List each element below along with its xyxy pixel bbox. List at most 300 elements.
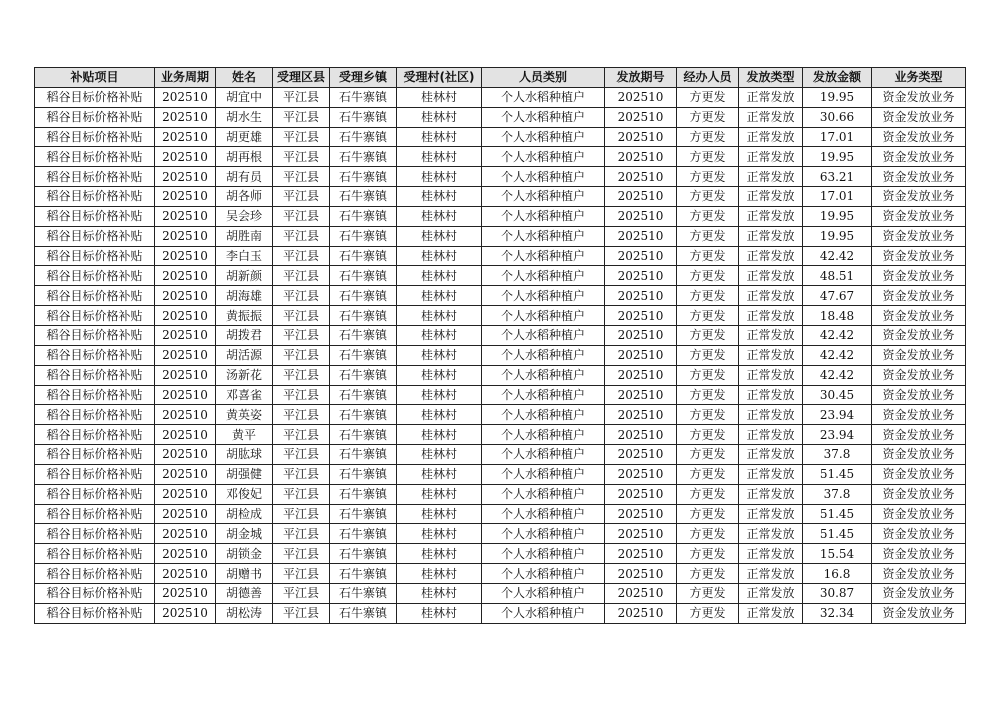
cell-subsidy-item: 稻谷目标价格补贴	[35, 226, 155, 246]
cell-district: 平江县	[273, 107, 330, 127]
cell-issue-period: 202510	[605, 564, 677, 584]
cell-handler: 方更发	[677, 266, 739, 286]
cell-business-type: 资金发放业务	[872, 345, 966, 365]
cell-village: 桂林村	[397, 564, 482, 584]
cell-name: 胡强健	[216, 464, 273, 484]
header-business-period: 业务周期	[155, 68, 216, 88]
cell-name: 胡再根	[216, 147, 273, 167]
cell-issue-type: 正常发放	[739, 405, 803, 425]
cell-subsidy-item: 稻谷目标价格补贴	[35, 544, 155, 564]
cell-subsidy-item: 稻谷目标价格补贴	[35, 405, 155, 425]
cell-issue-type: 正常发放	[739, 286, 803, 306]
cell-business-type: 资金发放业务	[872, 325, 966, 345]
header-person-category: 人员类别	[482, 68, 605, 88]
cell-issue-type: 正常发放	[739, 564, 803, 584]
cell-person-category: 个人水稻种植户	[482, 206, 605, 226]
cell-business-type: 资金发放业务	[872, 286, 966, 306]
cell-business-type: 资金发放业务	[872, 107, 966, 127]
header-district: 受理区县	[273, 68, 330, 88]
cell-township: 石牛寨镇	[330, 167, 397, 187]
cell-name: 吴会珍	[216, 206, 273, 226]
cell-business-period: 202510	[155, 147, 216, 167]
cell-township: 石牛寨镇	[330, 107, 397, 127]
cell-subsidy-item: 稻谷目标价格补贴	[35, 365, 155, 385]
cell-amount: 42.42	[803, 325, 872, 345]
cell-handler: 方更发	[677, 107, 739, 127]
cell-business-type: 资金发放业务	[872, 564, 966, 584]
cell-township: 石牛寨镇	[330, 564, 397, 584]
cell-district: 平江县	[273, 167, 330, 187]
cell-issue-period: 202510	[605, 345, 677, 365]
table-row	[35, 445, 966, 465]
cell-issue-type: 正常发放	[739, 246, 803, 266]
cell-issue-period: 202510	[605, 484, 677, 504]
cell-issue-period: 202510	[605, 206, 677, 226]
cell-district: 平江县	[273, 524, 330, 544]
cell-business-period: 202510	[155, 365, 216, 385]
cell-amount: 17.01	[803, 187, 872, 207]
table-row	[35, 484, 966, 504]
table-row	[35, 127, 966, 147]
cell-amount: 37.8	[803, 484, 872, 504]
cell-business-type: 资金发放业务	[872, 603, 966, 623]
header-handler: 经办人员	[677, 68, 739, 88]
table-row	[35, 524, 966, 544]
header-subsidy-item: 补贴项目	[35, 68, 155, 88]
cell-village: 桂林村	[397, 127, 482, 147]
cell-person-category: 个人水稻种植户	[482, 306, 605, 326]
cell-amount: 51.45	[803, 524, 872, 544]
cell-handler: 方更发	[677, 405, 739, 425]
cell-name: 黄振振	[216, 306, 273, 326]
cell-name: 胡宜中	[216, 87, 273, 107]
cell-township: 石牛寨镇	[330, 484, 397, 504]
cell-village: 桂林村	[397, 246, 482, 266]
cell-subsidy-item: 稻谷目标价格补贴	[35, 524, 155, 544]
cell-issue-type: 正常发放	[739, 266, 803, 286]
cell-person-category: 个人水稻种植户	[482, 484, 605, 504]
cell-district: 平江县	[273, 484, 330, 504]
cell-business-period: 202510	[155, 564, 216, 584]
cell-issue-type: 正常发放	[739, 385, 803, 405]
cell-amount: 19.95	[803, 206, 872, 226]
table-row	[35, 405, 966, 425]
cell-name: 汤新花	[216, 365, 273, 385]
cell-person-category: 个人水稻种植户	[482, 544, 605, 564]
cell-issue-type: 正常发放	[739, 445, 803, 465]
cell-issue-period: 202510	[605, 187, 677, 207]
cell-issue-type: 正常发放	[739, 127, 803, 147]
cell-business-period: 202510	[155, 206, 216, 226]
cell-amount: 19.95	[803, 147, 872, 167]
table-row	[35, 583, 966, 603]
cell-township: 石牛寨镇	[330, 187, 397, 207]
cell-business-type: 资金发放业务	[872, 167, 966, 187]
cell-handler: 方更发	[677, 286, 739, 306]
cell-person-category: 个人水稻种植户	[482, 504, 605, 524]
cell-issue-period: 202510	[605, 325, 677, 345]
cell-issue-type: 正常发放	[739, 167, 803, 187]
cell-subsidy-item: 稻谷目标价格补贴	[35, 504, 155, 524]
cell-township: 石牛寨镇	[330, 325, 397, 345]
cell-township: 石牛寨镇	[330, 226, 397, 246]
table-row	[35, 187, 966, 207]
cell-amount: 19.95	[803, 87, 872, 107]
cell-subsidy-item: 稻谷目标价格补贴	[35, 564, 155, 584]
cell-issue-period: 202510	[605, 385, 677, 405]
cell-handler: 方更发	[677, 167, 739, 187]
cell-person-category: 个人水稻种植户	[482, 87, 605, 107]
cell-business-type: 资金发放业务	[872, 187, 966, 207]
header-business-type: 业务类型	[872, 68, 966, 88]
cell-subsidy-item: 稻谷目标价格补贴	[35, 107, 155, 127]
cell-issue-period: 202510	[605, 226, 677, 246]
cell-township: 石牛寨镇	[330, 345, 397, 365]
cell-township: 石牛寨镇	[330, 405, 397, 425]
table-row	[35, 325, 966, 345]
cell-village: 桂林村	[397, 87, 482, 107]
cell-name: 胡活源	[216, 345, 273, 365]
cell-issue-type: 正常发放	[739, 504, 803, 524]
cell-district: 平江县	[273, 405, 330, 425]
cell-business-type: 资金发放业务	[872, 405, 966, 425]
cell-district: 平江县	[273, 266, 330, 286]
cell-business-type: 资金发放业务	[872, 544, 966, 564]
cell-business-type: 资金发放业务	[872, 464, 966, 484]
cell-issue-type: 正常发放	[739, 544, 803, 564]
header-village: 受理村(社区)	[397, 68, 482, 88]
table-body	[35, 87, 966, 623]
table-row	[35, 226, 966, 246]
cell-village: 桂林村	[397, 524, 482, 544]
cell-business-period: 202510	[155, 544, 216, 564]
cell-amount: 42.42	[803, 365, 872, 385]
cell-amount: 48.51	[803, 266, 872, 286]
header-issue-period: 发放期号	[605, 68, 677, 88]
cell-business-type: 资金发放业务	[872, 524, 966, 544]
cell-township: 石牛寨镇	[330, 266, 397, 286]
cell-person-category: 个人水稻种植户	[482, 107, 605, 127]
cell-name: 胡锁金	[216, 544, 273, 564]
cell-issue-period: 202510	[605, 544, 677, 564]
cell-issue-type: 正常发放	[739, 87, 803, 107]
cell-business-period: 202510	[155, 266, 216, 286]
cell-district: 平江县	[273, 425, 330, 445]
cell-issue-period: 202510	[605, 286, 677, 306]
cell-business-period: 202510	[155, 603, 216, 623]
cell-handler: 方更发	[677, 544, 739, 564]
cell-person-category: 个人水稻种植户	[482, 147, 605, 167]
cell-amount: 17.01	[803, 127, 872, 147]
cell-village: 桂林村	[397, 405, 482, 425]
cell-subsidy-item: 稻谷目标价格补贴	[35, 167, 155, 187]
cell-person-category: 个人水稻种植户	[482, 127, 605, 147]
cell-handler: 方更发	[677, 246, 739, 266]
cell-business-period: 202510	[155, 167, 216, 187]
cell-person-category: 个人水稻种植户	[482, 564, 605, 584]
cell-person-category: 个人水稻种植户	[482, 345, 605, 365]
cell-amount: 51.45	[803, 464, 872, 484]
cell-amount: 30.87	[803, 583, 872, 603]
cell-village: 桂林村	[397, 147, 482, 167]
cell-person-category: 个人水稻种植户	[482, 445, 605, 465]
cell-person-category: 个人水稻种植户	[482, 266, 605, 286]
cell-subsidy-item: 稻谷目标价格补贴	[35, 286, 155, 306]
cell-person-category: 个人水稻种植户	[482, 365, 605, 385]
cell-person-category: 个人水稻种植户	[482, 603, 605, 623]
cell-subsidy-item: 稻谷目标价格补贴	[35, 87, 155, 107]
cell-township: 石牛寨镇	[330, 544, 397, 564]
cell-issue-type: 正常发放	[739, 147, 803, 167]
cell-village: 桂林村	[397, 325, 482, 345]
cell-business-period: 202510	[155, 345, 216, 365]
cell-business-period: 202510	[155, 504, 216, 524]
cell-person-category: 个人水稻种植户	[482, 524, 605, 544]
cell-district: 平江县	[273, 246, 330, 266]
cell-handler: 方更发	[677, 603, 739, 623]
cell-village: 桂林村	[397, 504, 482, 524]
cell-district: 平江县	[273, 87, 330, 107]
cell-issue-type: 正常发放	[739, 484, 803, 504]
cell-village: 桂林村	[397, 187, 482, 207]
cell-name: 胡有员	[216, 167, 273, 187]
cell-business-period: 202510	[155, 464, 216, 484]
cell-name: 胡各师	[216, 187, 273, 207]
cell-township: 石牛寨镇	[330, 206, 397, 226]
cell-handler: 方更发	[677, 226, 739, 246]
cell-issue-period: 202510	[605, 464, 677, 484]
cell-issue-type: 正常发放	[739, 107, 803, 127]
cell-handler: 方更发	[677, 445, 739, 465]
cell-business-type: 资金发放业务	[872, 583, 966, 603]
cell-person-category: 个人水稻种植户	[482, 425, 605, 445]
cell-amount: 16.8	[803, 564, 872, 584]
cell-subsidy-item: 稻谷目标价格补贴	[35, 385, 155, 405]
cell-subsidy-item: 稻谷目标价格补贴	[35, 127, 155, 147]
cell-issue-period: 202510	[605, 167, 677, 187]
cell-district: 平江县	[273, 504, 330, 524]
cell-district: 平江县	[273, 385, 330, 405]
cell-subsidy-item: 稻谷目标价格补贴	[35, 425, 155, 445]
cell-issue-period: 202510	[605, 127, 677, 147]
cell-amount: 30.66	[803, 107, 872, 127]
cell-district: 平江县	[273, 365, 330, 385]
cell-person-category: 个人水稻种植户	[482, 187, 605, 207]
cell-issue-type: 正常发放	[739, 226, 803, 246]
cell-name: 胡检成	[216, 504, 273, 524]
cell-issue-period: 202510	[605, 87, 677, 107]
table-row	[35, 504, 966, 524]
cell-name: 胡新颜	[216, 266, 273, 286]
cell-name: 邓俊妃	[216, 484, 273, 504]
cell-name: 胡肱球	[216, 445, 273, 465]
cell-issue-period: 202510	[605, 603, 677, 623]
cell-village: 桂林村	[397, 445, 482, 465]
header-township: 受理乡镇	[330, 68, 397, 88]
cell-issue-period: 202510	[605, 107, 677, 127]
cell-issue-period: 202510	[605, 583, 677, 603]
cell-business-type: 资金发放业务	[872, 484, 966, 504]
cell-business-type: 资金发放业务	[872, 365, 966, 385]
cell-name: 胡胜南	[216, 226, 273, 246]
cell-issue-type: 正常发放	[739, 425, 803, 445]
cell-amount: 19.95	[803, 226, 872, 246]
cell-business-type: 资金发放业务	[872, 127, 966, 147]
cell-village: 桂林村	[397, 484, 482, 504]
cell-business-type: 资金发放业务	[872, 246, 966, 266]
cell-business-type: 资金发放业务	[872, 306, 966, 326]
cell-handler: 方更发	[677, 345, 739, 365]
cell-district: 平江县	[273, 345, 330, 365]
cell-handler: 方更发	[677, 187, 739, 207]
cell-issue-period: 202510	[605, 306, 677, 326]
table-row	[35, 385, 966, 405]
cell-amount: 30.45	[803, 385, 872, 405]
table-row	[35, 345, 966, 365]
subsidy-table	[34, 67, 966, 624]
cell-business-period: 202510	[155, 107, 216, 127]
cell-district: 平江县	[273, 206, 330, 226]
cell-name: 李白玉	[216, 246, 273, 266]
cell-village: 桂林村	[397, 226, 482, 246]
cell-business-period: 202510	[155, 583, 216, 603]
table-row	[35, 87, 966, 107]
cell-handler: 方更发	[677, 147, 739, 167]
cell-business-period: 202510	[155, 425, 216, 445]
cell-name: 胡海雄	[216, 286, 273, 306]
cell-township: 石牛寨镇	[330, 603, 397, 623]
cell-issue-period: 202510	[605, 504, 677, 524]
cell-business-period: 202510	[155, 445, 216, 465]
cell-subsidy-item: 稻谷目标价格补贴	[35, 246, 155, 266]
table-row	[35, 147, 966, 167]
cell-issue-type: 正常发放	[739, 206, 803, 226]
table-row	[35, 544, 966, 564]
cell-township: 石牛寨镇	[330, 246, 397, 266]
cell-name: 胡松涛	[216, 603, 273, 623]
cell-subsidy-item: 稻谷目标价格补贴	[35, 206, 155, 226]
cell-village: 桂林村	[397, 306, 482, 326]
cell-township: 石牛寨镇	[330, 504, 397, 524]
cell-person-category: 个人水稻种植户	[482, 405, 605, 425]
cell-person-category: 个人水稻种植户	[482, 325, 605, 345]
cell-district: 平江县	[273, 445, 330, 465]
cell-district: 平江县	[273, 603, 330, 623]
cell-business-period: 202510	[155, 484, 216, 504]
cell-issue-type: 正常发放	[739, 306, 803, 326]
cell-business-period: 202510	[155, 246, 216, 266]
cell-business-type: 资金发放业务	[872, 425, 966, 445]
cell-township: 石牛寨镇	[330, 524, 397, 544]
table-row	[35, 206, 966, 226]
cell-township: 石牛寨镇	[330, 445, 397, 465]
cell-village: 桂林村	[397, 365, 482, 385]
cell-district: 平江县	[273, 226, 330, 246]
cell-district: 平江县	[273, 464, 330, 484]
header-issue-type: 发放类型	[739, 68, 803, 88]
cell-business-period: 202510	[155, 286, 216, 306]
cell-issue-period: 202510	[605, 445, 677, 465]
cell-township: 石牛寨镇	[330, 127, 397, 147]
cell-township: 石牛寨镇	[330, 385, 397, 405]
cell-handler: 方更发	[677, 484, 739, 504]
cell-village: 桂林村	[397, 345, 482, 365]
cell-village: 桂林村	[397, 266, 482, 286]
cell-issue-type: 正常发放	[739, 524, 803, 544]
cell-business-period: 202510	[155, 87, 216, 107]
cell-district: 平江县	[273, 187, 330, 207]
cell-amount: 23.94	[803, 405, 872, 425]
cell-district: 平江县	[273, 127, 330, 147]
cell-district: 平江县	[273, 544, 330, 564]
cell-person-category: 个人水稻种植户	[482, 583, 605, 603]
cell-business-period: 202510	[155, 306, 216, 326]
cell-handler: 方更发	[677, 206, 739, 226]
cell-person-category: 个人水稻种植户	[482, 246, 605, 266]
cell-name: 黄英姿	[216, 405, 273, 425]
cell-handler: 方更发	[677, 464, 739, 484]
cell-issue-period: 202510	[605, 425, 677, 445]
table-row	[35, 425, 966, 445]
cell-handler: 方更发	[677, 385, 739, 405]
table-header-row	[35, 68, 966, 88]
cell-handler: 方更发	[677, 524, 739, 544]
cell-township: 石牛寨镇	[330, 306, 397, 326]
cell-subsidy-item: 稻谷目标价格补贴	[35, 306, 155, 326]
cell-district: 平江县	[273, 286, 330, 306]
cell-amount: 37.8	[803, 445, 872, 465]
table-row	[35, 266, 966, 286]
cell-name: 邓喜雀	[216, 385, 273, 405]
cell-issue-type: 正常发放	[739, 603, 803, 623]
cell-village: 桂林村	[397, 385, 482, 405]
cell-person-category: 个人水稻种植户	[482, 226, 605, 246]
table-row	[35, 306, 966, 326]
cell-district: 平江县	[273, 564, 330, 584]
cell-issue-type: 正常发放	[739, 464, 803, 484]
cell-person-category: 个人水稻种植户	[482, 286, 605, 306]
header-amount: 发放金额	[803, 68, 872, 88]
table-row	[35, 107, 966, 127]
cell-amount: 42.42	[803, 246, 872, 266]
cell-name: 胡拨君	[216, 325, 273, 345]
cell-handler: 方更发	[677, 127, 739, 147]
cell-business-type: 资金发放业务	[872, 445, 966, 465]
cell-business-period: 202510	[155, 385, 216, 405]
cell-subsidy-item: 稻谷目标价格补贴	[35, 603, 155, 623]
cell-name: 胡金城	[216, 524, 273, 544]
cell-business-period: 202510	[155, 325, 216, 345]
cell-village: 桂林村	[397, 425, 482, 445]
cell-name: 胡德善	[216, 583, 273, 603]
cell-handler: 方更发	[677, 425, 739, 445]
cell-business-period: 202510	[155, 226, 216, 246]
header-name: 姓名	[216, 68, 273, 88]
cell-subsidy-item: 稻谷目标价格补贴	[35, 345, 155, 365]
cell-amount: 32.34	[803, 603, 872, 623]
cell-person-category: 个人水稻种植户	[482, 464, 605, 484]
cell-amount: 18.48	[803, 306, 872, 326]
cell-township: 石牛寨镇	[330, 583, 397, 603]
subsidy-sheet	[34, 67, 966, 624]
cell-subsidy-item: 稻谷目标价格补贴	[35, 147, 155, 167]
cell-issue-period: 202510	[605, 405, 677, 425]
cell-business-type: 资金发放业务	[872, 385, 966, 405]
cell-village: 桂林村	[397, 603, 482, 623]
cell-district: 平江县	[273, 147, 330, 167]
cell-township: 石牛寨镇	[330, 286, 397, 306]
cell-township: 石牛寨镇	[330, 365, 397, 385]
